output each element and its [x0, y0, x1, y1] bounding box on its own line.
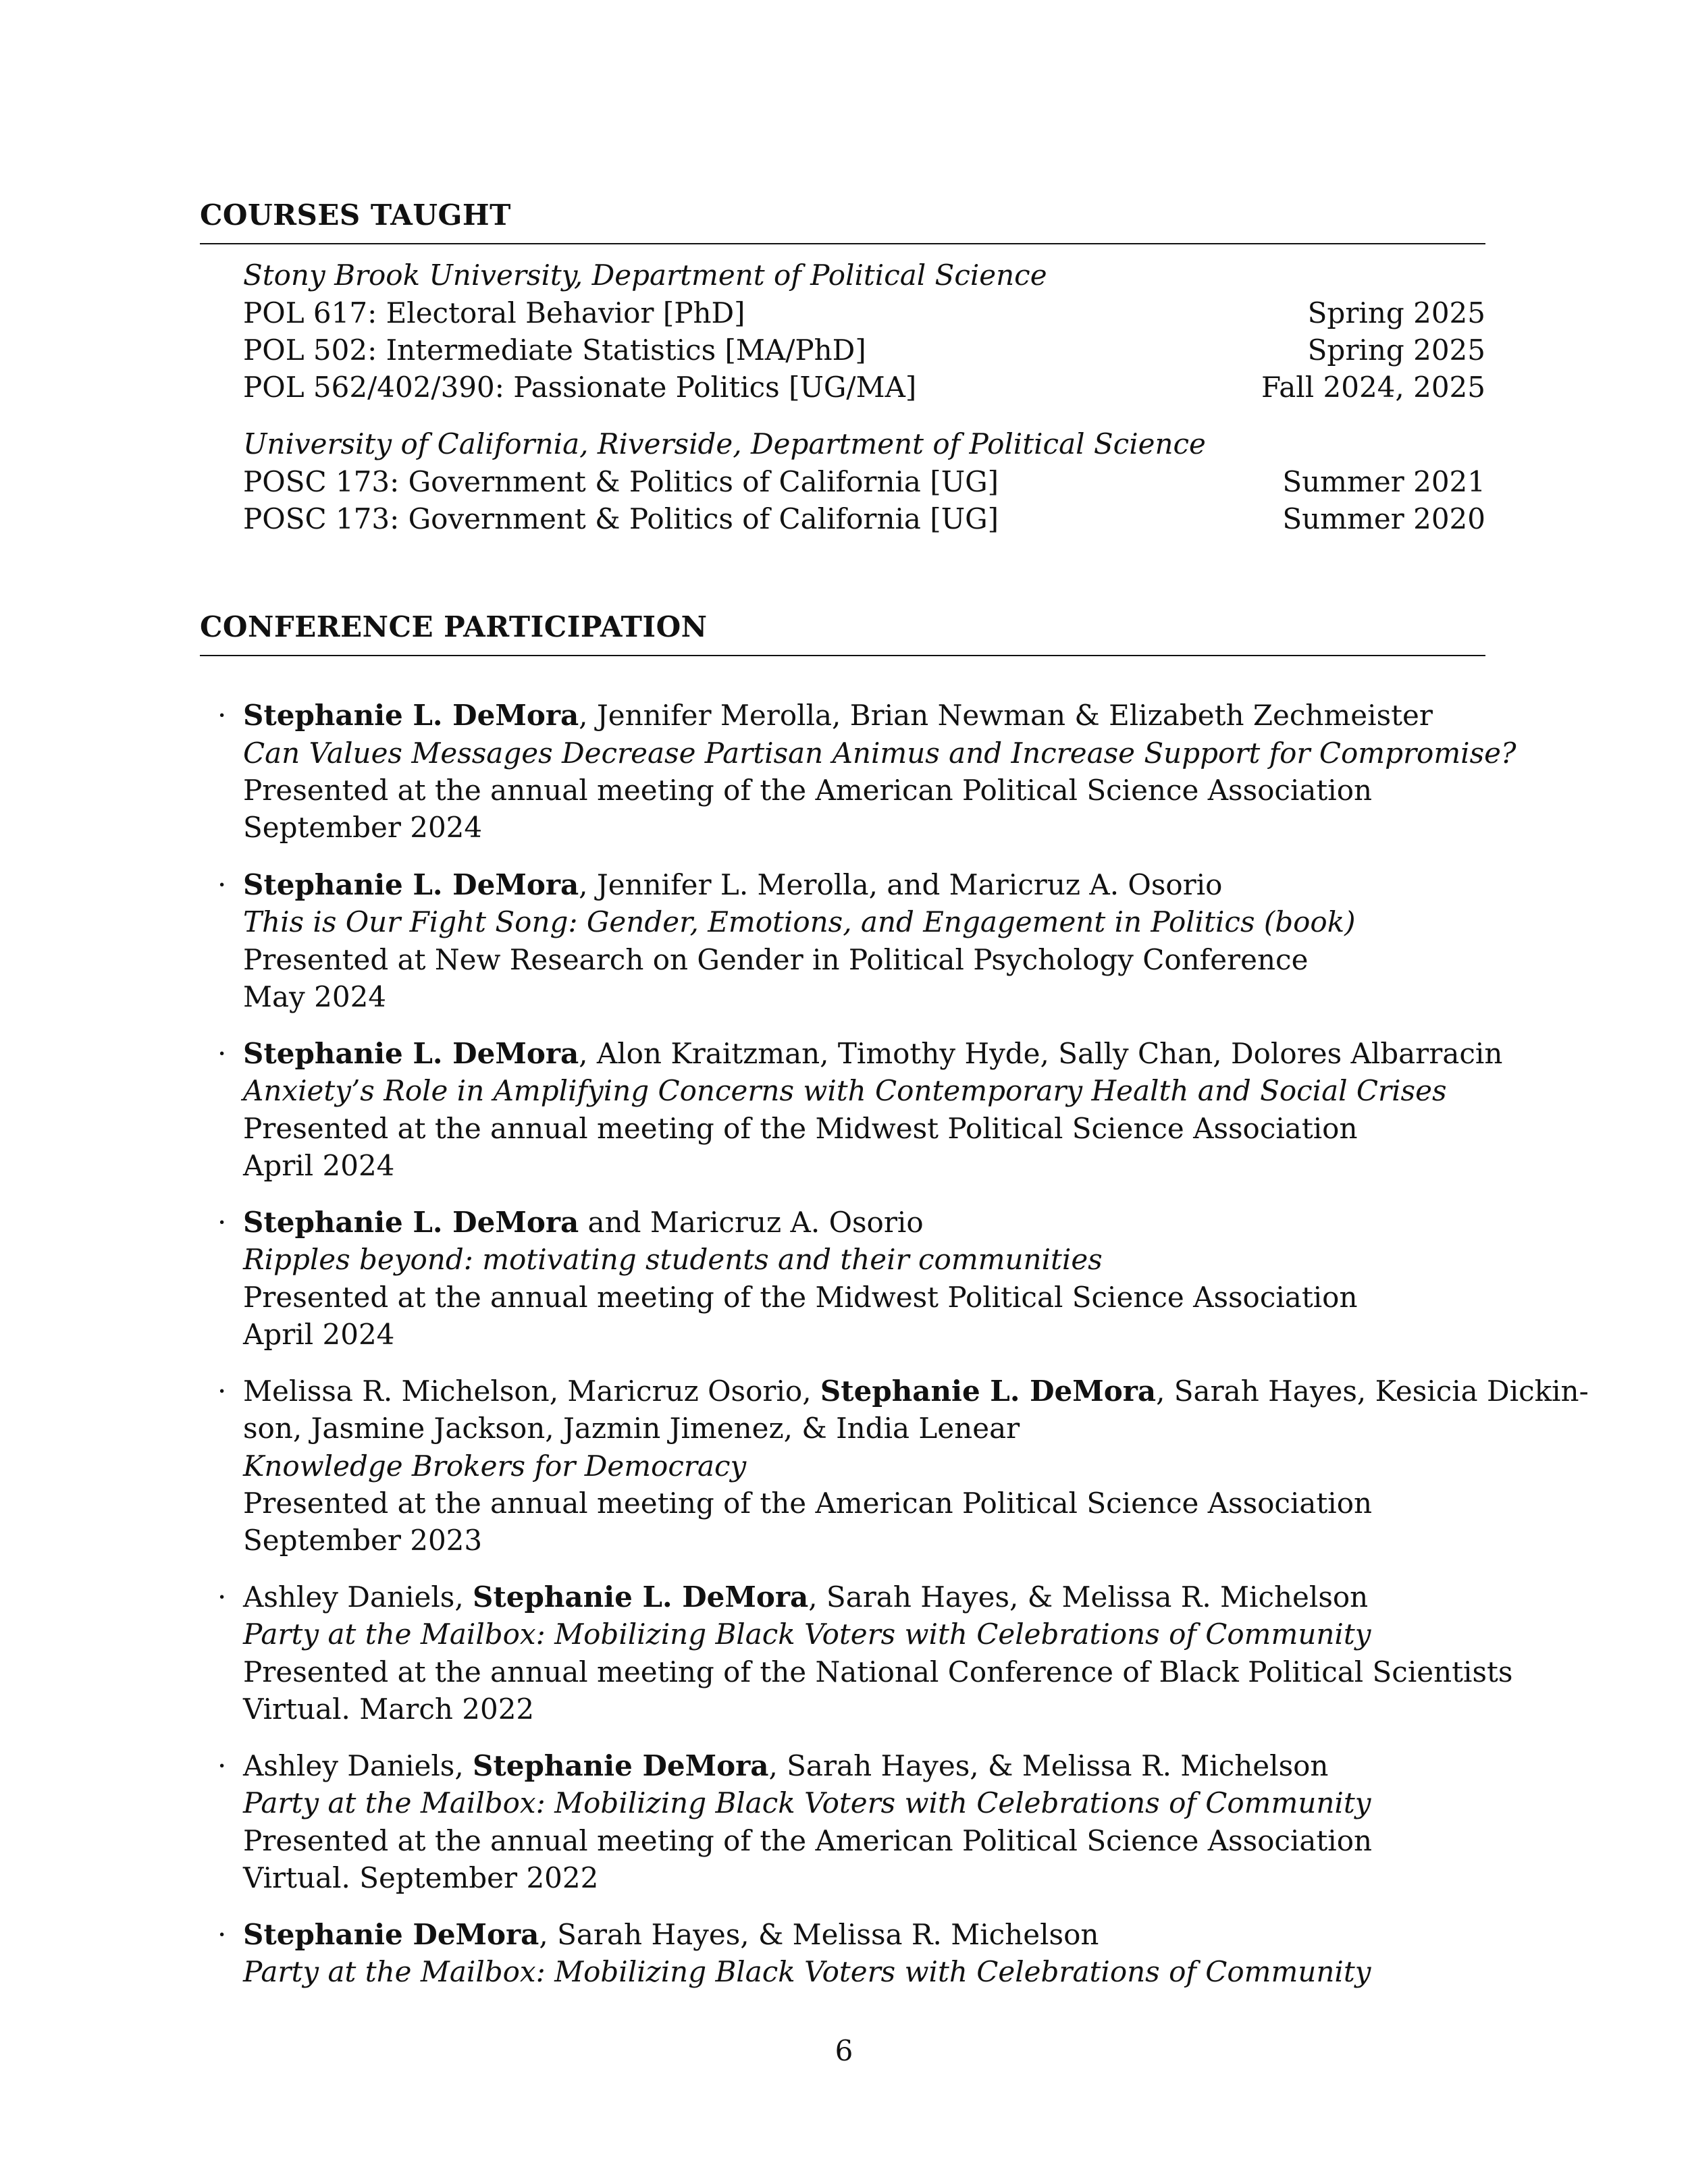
institution-name: Stony Brook University, Department of Political Science — [243, 259, 1047, 292]
entry-authors-continued: son, Jasmine Jackson, Jazmin Jimenez, & India Lenear — [243, 1412, 1020, 1445]
entry-date: September 2024 — [243, 811, 483, 844]
entry-venue: Presented at New Research on Gender in Political Psychology Conference — [243, 943, 1309, 976]
entry-authors: Melissa R. Michelson, Maricruz Osorio, Stephanie L. DeMora, Sarah Hayes, Kesicia Dickin- — [243, 1375, 1589, 1408]
entry-title: This is Our Fight Song: Gender, Emotions, and Engagement in Politics (book) — [243, 905, 1356, 938]
entry-title: Party at the Mailbox: Mobilizing Black Voters with Celebrations of Community — [243, 1618, 1371, 1651]
entry-date: April 2024 — [243, 1318, 395, 1351]
entry-date: September 2023 — [243, 1524, 483, 1557]
entry-venue: Presented at the annual meeting of the Midwest Political Science Association — [243, 1112, 1358, 1145]
entry-date: May 2024 — [243, 980, 387, 1013]
entry-date: April 2024 — [243, 1149, 395, 1182]
course-term: Summer 2020 — [1282, 502, 1485, 535]
list-bullet: · — [217, 1580, 227, 1614]
entry-title: Party at the Mailbox: Mobilizing Black Voters with Celebrations of Community — [243, 1955, 1371, 1988]
entry-date: Virtual. March 2022 — [243, 1693, 535, 1726]
author-highlight: Stephanie L. DeMora — [473, 1580, 809, 1614]
course-name: POL 617: Electoral Behavior [PhD] — [243, 296, 745, 329]
course-name: POL 502: Intermediate Statistics [MA/PhD] — [243, 334, 866, 367]
author-highlight: Stephanie L. DeMora — [820, 1375, 1157, 1408]
entry-title: Knowledge Brokers for Democracy — [243, 1449, 747, 1483]
course-term: Spring 2025 — [1307, 296, 1485, 329]
entry-authors: Ashley Daniels, Stephanie L. DeMora, Sarah Hayes, & Melissa R. Michelson — [243, 1580, 1369, 1614]
entry-authors: Stephanie L. DeMora and Maricruz A. Osorio — [243, 1206, 924, 1239]
course-term: Summer 2021 — [1282, 465, 1485, 498]
list-bullet: · — [217, 1037, 227, 1070]
list-bullet: · — [217, 868, 227, 901]
entry-authors: Ashley Daniels, Stephanie DeMora, Sarah Hayes, & Melissa R. Michelson — [243, 1749, 1329, 1782]
course-name: POL 562/402/390: Passionate Politics [UG/MA] — [243, 371, 917, 404]
courses-section-title: COURSES TAUGHT — [200, 198, 511, 232]
entry-date: Virtual. September 2022 — [243, 1861, 599, 1894]
author-highlight: Stephanie DeMora — [243, 1918, 539, 1951]
course-name: POSC 173: Government & Politics of California [UG] — [243, 465, 999, 498]
author-highlight: Stephanie DeMora — [473, 1749, 769, 1782]
entry-title: Party at the Mailbox: Mobilizing Black Voters with Celebrations of Community — [243, 1786, 1371, 1819]
entry-authors: Stephanie L. DeMora, Alon Kraitzman, Timothy Hyde, Sally Chan, Dolores Albarracin — [243, 1037, 1503, 1070]
conferences-section-title: CONFERENCE PARTICIPATION — [200, 610, 708, 643]
list-bullet: · — [217, 699, 227, 732]
author-highlight: Stephanie L. DeMora — [243, 1037, 579, 1070]
list-bullet: · — [217, 1206, 227, 1239]
course-term: Spring 2025 — [1307, 334, 1485, 367]
entry-authors: Stephanie L. DeMora, Jennifer L. Merolla, and Maricruz A. Osorio — [243, 868, 1223, 901]
list-bullet: · — [217, 1749, 227, 1782]
entry-venue: Presented at the annual meeting of the American Political Science Association — [243, 1824, 1373, 1857]
list-bullet: · — [217, 1918, 227, 1951]
section-divider — [200, 655, 1485, 656]
entry-venue: Presented at the annual meeting of the American Political Science Association — [243, 1487, 1373, 1520]
page-number: 6 — [835, 2034, 853, 2067]
institution-name: University of California, Riverside, Department of Political Science — [243, 427, 1206, 460]
list-bullet: · — [217, 1375, 227, 1408]
entry-venue: Presented at the annual meeting of the American Political Science Association — [243, 774, 1373, 807]
author-highlight: Stephanie L. DeMora — [243, 699, 579, 732]
course-name: POSC 173: Government & Politics of California [UG] — [243, 502, 999, 535]
author-highlight: Stephanie L. DeMora — [243, 868, 579, 901]
entry-title: Anxiety’s Role in Amplifying Concerns with Contemporary Health and Social Crises — [243, 1074, 1447, 1107]
entry-authors: Stephanie L. DeMora, Jennifer Merolla, Brian Newman & Elizabeth Zechmeister — [243, 699, 1433, 732]
author-highlight: Stephanie L. DeMora — [243, 1206, 579, 1239]
entry-title: Ripples beyond: motivating students and their communities — [243, 1243, 1103, 1276]
section-divider — [200, 243, 1485, 244]
entry-venue: Presented at the annual meeting of the Midwest Political Science Association — [243, 1281, 1358, 1314]
entry-authors: Stephanie DeMora, Sarah Hayes, & Melissa R. Michelson — [243, 1918, 1099, 1951]
entry-title: Can Values Messages Decrease Partisan Animus and Increase Support for Compromise? — [243, 737, 1516, 770]
course-term: Fall 2024, 2025 — [1261, 371, 1485, 404]
entry-venue: Presented at the annual meeting of the National Conference of Black Political Scientists — [243, 1655, 1513, 1688]
